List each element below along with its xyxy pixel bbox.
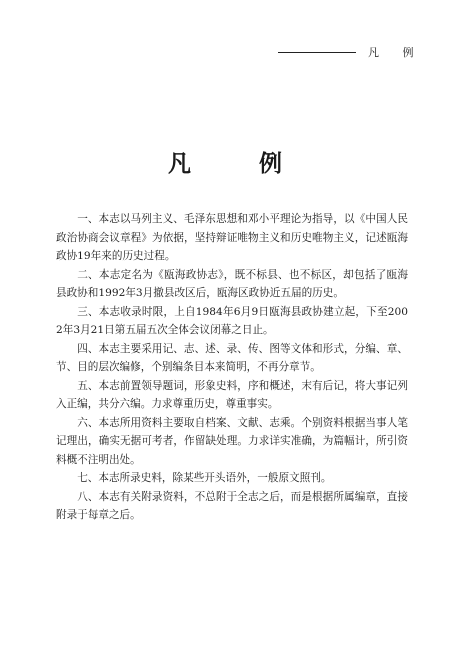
guideline-paragraph: 四、本志主要采用记、志、述、录、传、图等文体和形式，分编、章、节、目的层次编修，个别编条目本来简明，不再分章节。	[56, 342, 408, 373]
guideline-paragraph: 七、本志所录史料，除某些开头语外，一般原文照刊。	[77, 472, 332, 484]
guideline-paragraph: 五、本志前置领导题词，形象史料，序和概述，末有后记，将大事记列入正编，共分六编。力求尊重历史，尊重事实。	[56, 379, 408, 410]
running-header	[278, 44, 424, 60]
guideline-paragraph: 八、本志有关附录资料，不总附于全志之后，而是根据所属编章，直接附录于每章之后。	[56, 490, 408, 521]
guidelines-body	[56, 210, 408, 525]
guideline-paragraph: 三、本志收录时限，上自1984年6月9日瓯海县政协建立起，下至2002年3月21日第五届五次全体会议闭幕之日止。	[56, 305, 408, 336]
header-section-label: 凡 例	[368, 46, 424, 59]
guideline-paragraph: 六、本志所用资料主要取自档案、文献、志乘。个别资料根据当事人笔记理出，确实无据可考者，作留缺处理。力求详实准确，为篇幅计，所引资料概不注明出处。	[56, 416, 408, 466]
page-title: 凡 例	[167, 150, 312, 177]
guideline-paragraph: 一、本志以马列主义、毛泽东思想和邓小平理论为指导，以《中国人民政治协商会议章程》为依据，坚持辩证唯物主义和历史唯物主义，记述瓯海政协19年来的历史过程。	[56, 213, 408, 262]
header-rule	[278, 52, 356, 53]
guideline-paragraph: 二、本志定名为《瓯海政协志》，既不标县、也不标区，却包括了瓯海县政协和1992年3月撤县改区后，瓯海区政协近五届的历史。	[56, 268, 408, 299]
